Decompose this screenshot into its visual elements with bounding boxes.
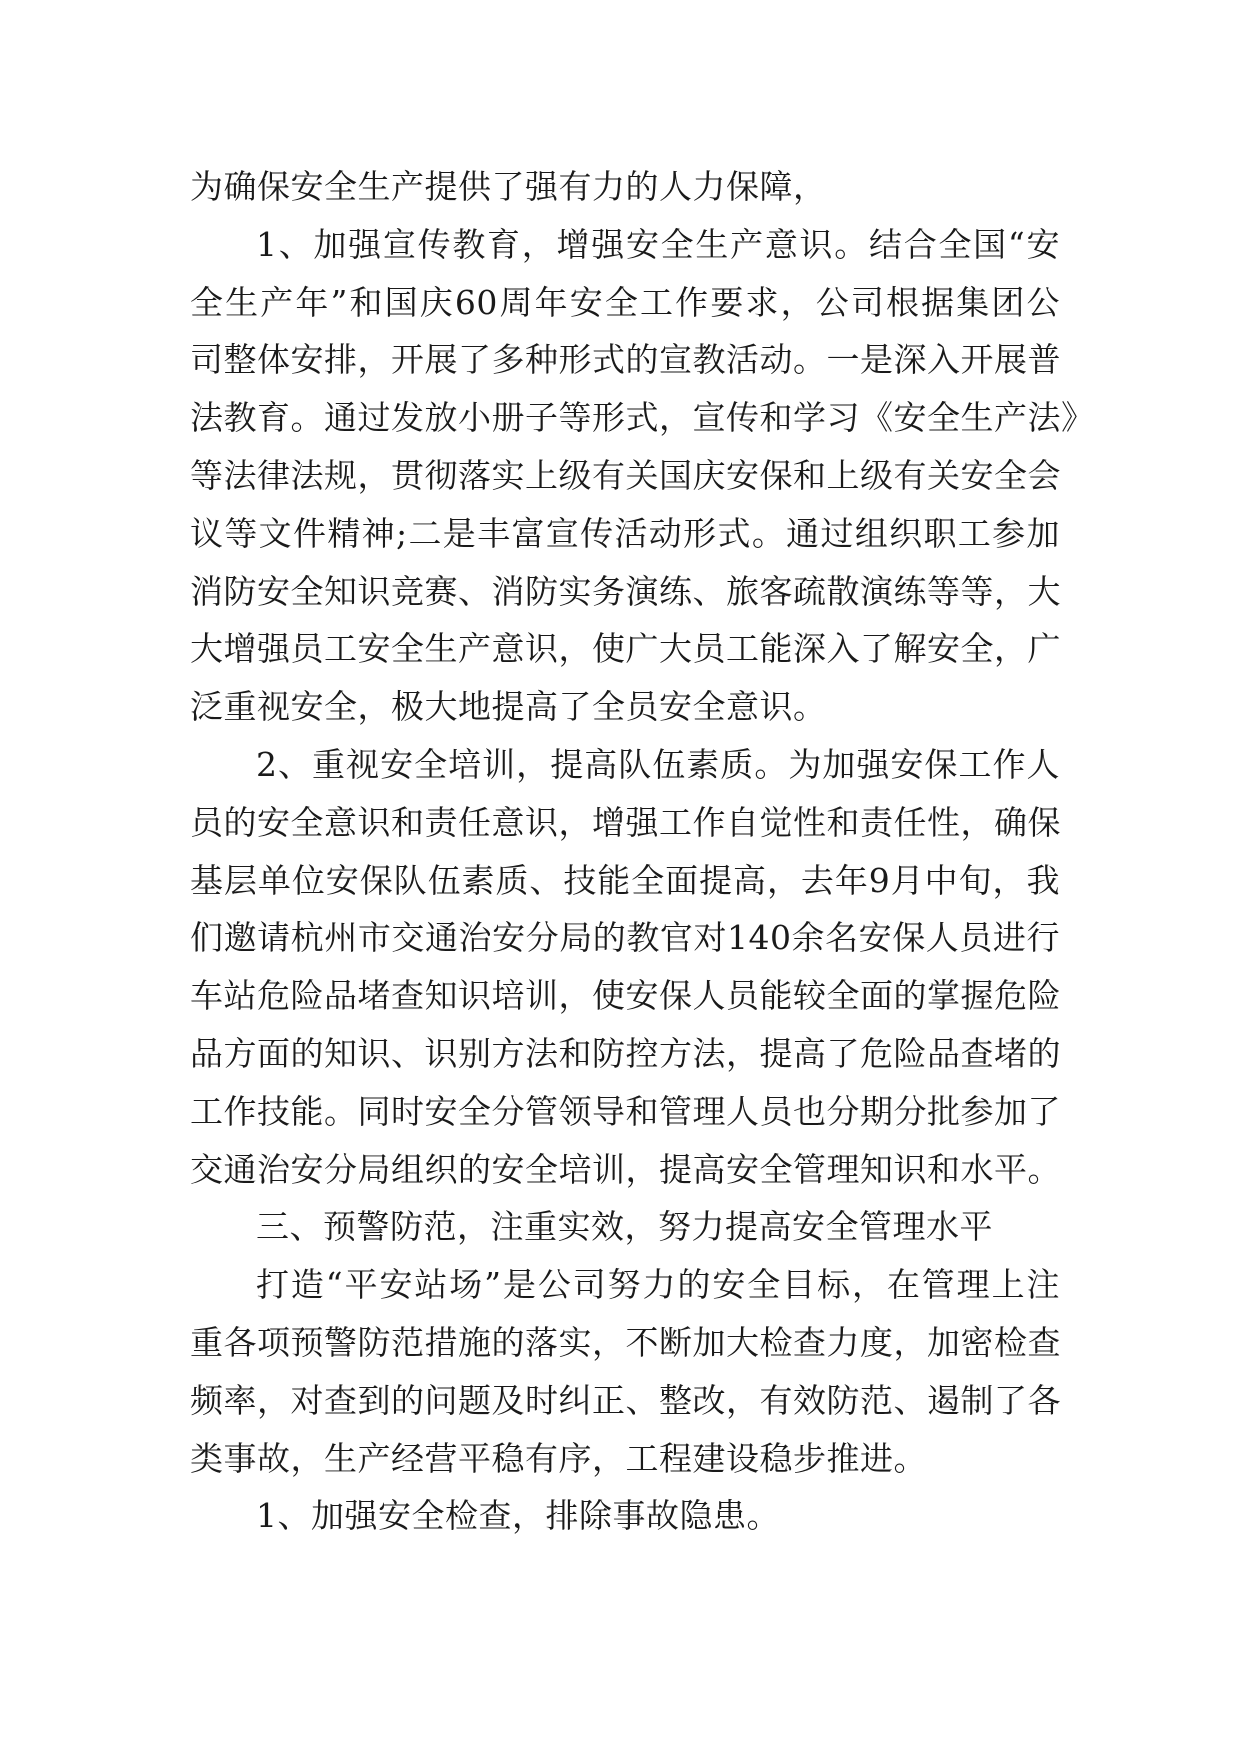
text-line: 等法律法规，贯彻落实上级有关国庆安保和上级有关安全会 — [190, 455, 1061, 495]
text-line: 车站危险品堵查知识培训，使安保人员能较全面的掌握危险 — [190, 976, 1061, 1016]
text-line: 消防安全知识竞赛、消防实务演练、旅客疏散演练等等，大 — [190, 571, 1061, 611]
text-line: 为确保安全生产提供了强有力的人力保障， — [190, 167, 827, 206]
text-line: 法教育。通过发放小册子等形式，宣传和学习《安全生产法》 — [190, 398, 1095, 438]
text-line: 交通治安分局组织的安全培训，提高安全管理知识和水平。 — [190, 1149, 1061, 1189]
text-line: 司整体安排，开展了多种形式的宣教活动。一是深入开展普 — [190, 340, 1061, 380]
text-line: 1、加强安全检查，排除事故隐患。 — [256, 1496, 780, 1536]
text-line: 员的安全意识和责任意识，增强工作自觉性和责任性，确保 — [190, 802, 1061, 842]
text-line: 议等文件精神;二是丰富宣传活动形式。通过组织职工参加 — [190, 513, 1060, 553]
text-line: 大增强员工安全生产意识，使广大员工能深入了解安全，广 — [190, 629, 1061, 669]
text-line: 2、重视安全培训，提高队伍素质。为加强安保工作人 — [256, 744, 1060, 784]
text-line: 打造“平安站场”是公司努力的安全目标，在管理上注 — [256, 1265, 1060, 1305]
text-line: 品方面的知识、识别方法和防控方法，提高了危险品查堵的 — [190, 1033, 1061, 1073]
text-line: 1、加强宣传教育，增强安全生产意识。结合全国“安 — [256, 224, 1060, 264]
document-body — [190, 158, 1095, 1545]
text-line: 类事故，生产经营平稳有序，工程建设稳步推进。 — [190, 1438, 927, 1478]
text-line: 们邀请杭州市交通治安分局的教官对140余名安保人员进行 — [190, 918, 1060, 958]
text-line: 基层单位安保队伍素质、技能全面提高，去年9月中旬，我 — [190, 860, 1060, 900]
text-line: 三、预警防范，注重实效，努力提高安全管理水平 — [256, 1207, 993, 1247]
text-line: 频率，对查到的问题及时纠正、整改，有效防范、遏制了各 — [190, 1380, 1061, 1420]
text-line: 全生产年”和国庆60周年安全工作要求，公司根据集团公 — [190, 282, 1060, 322]
text-line: 工作技能。同时安全分管领导和管理人员也分期分批参加了 — [190, 1091, 1061, 1131]
text-line: 重各项预警防范措施的落实，不断加大检查力度，加密检查 — [190, 1322, 1061, 1362]
text-line: 泛重视安全，极大地提高了全员安全意识。 — [190, 687, 827, 727]
